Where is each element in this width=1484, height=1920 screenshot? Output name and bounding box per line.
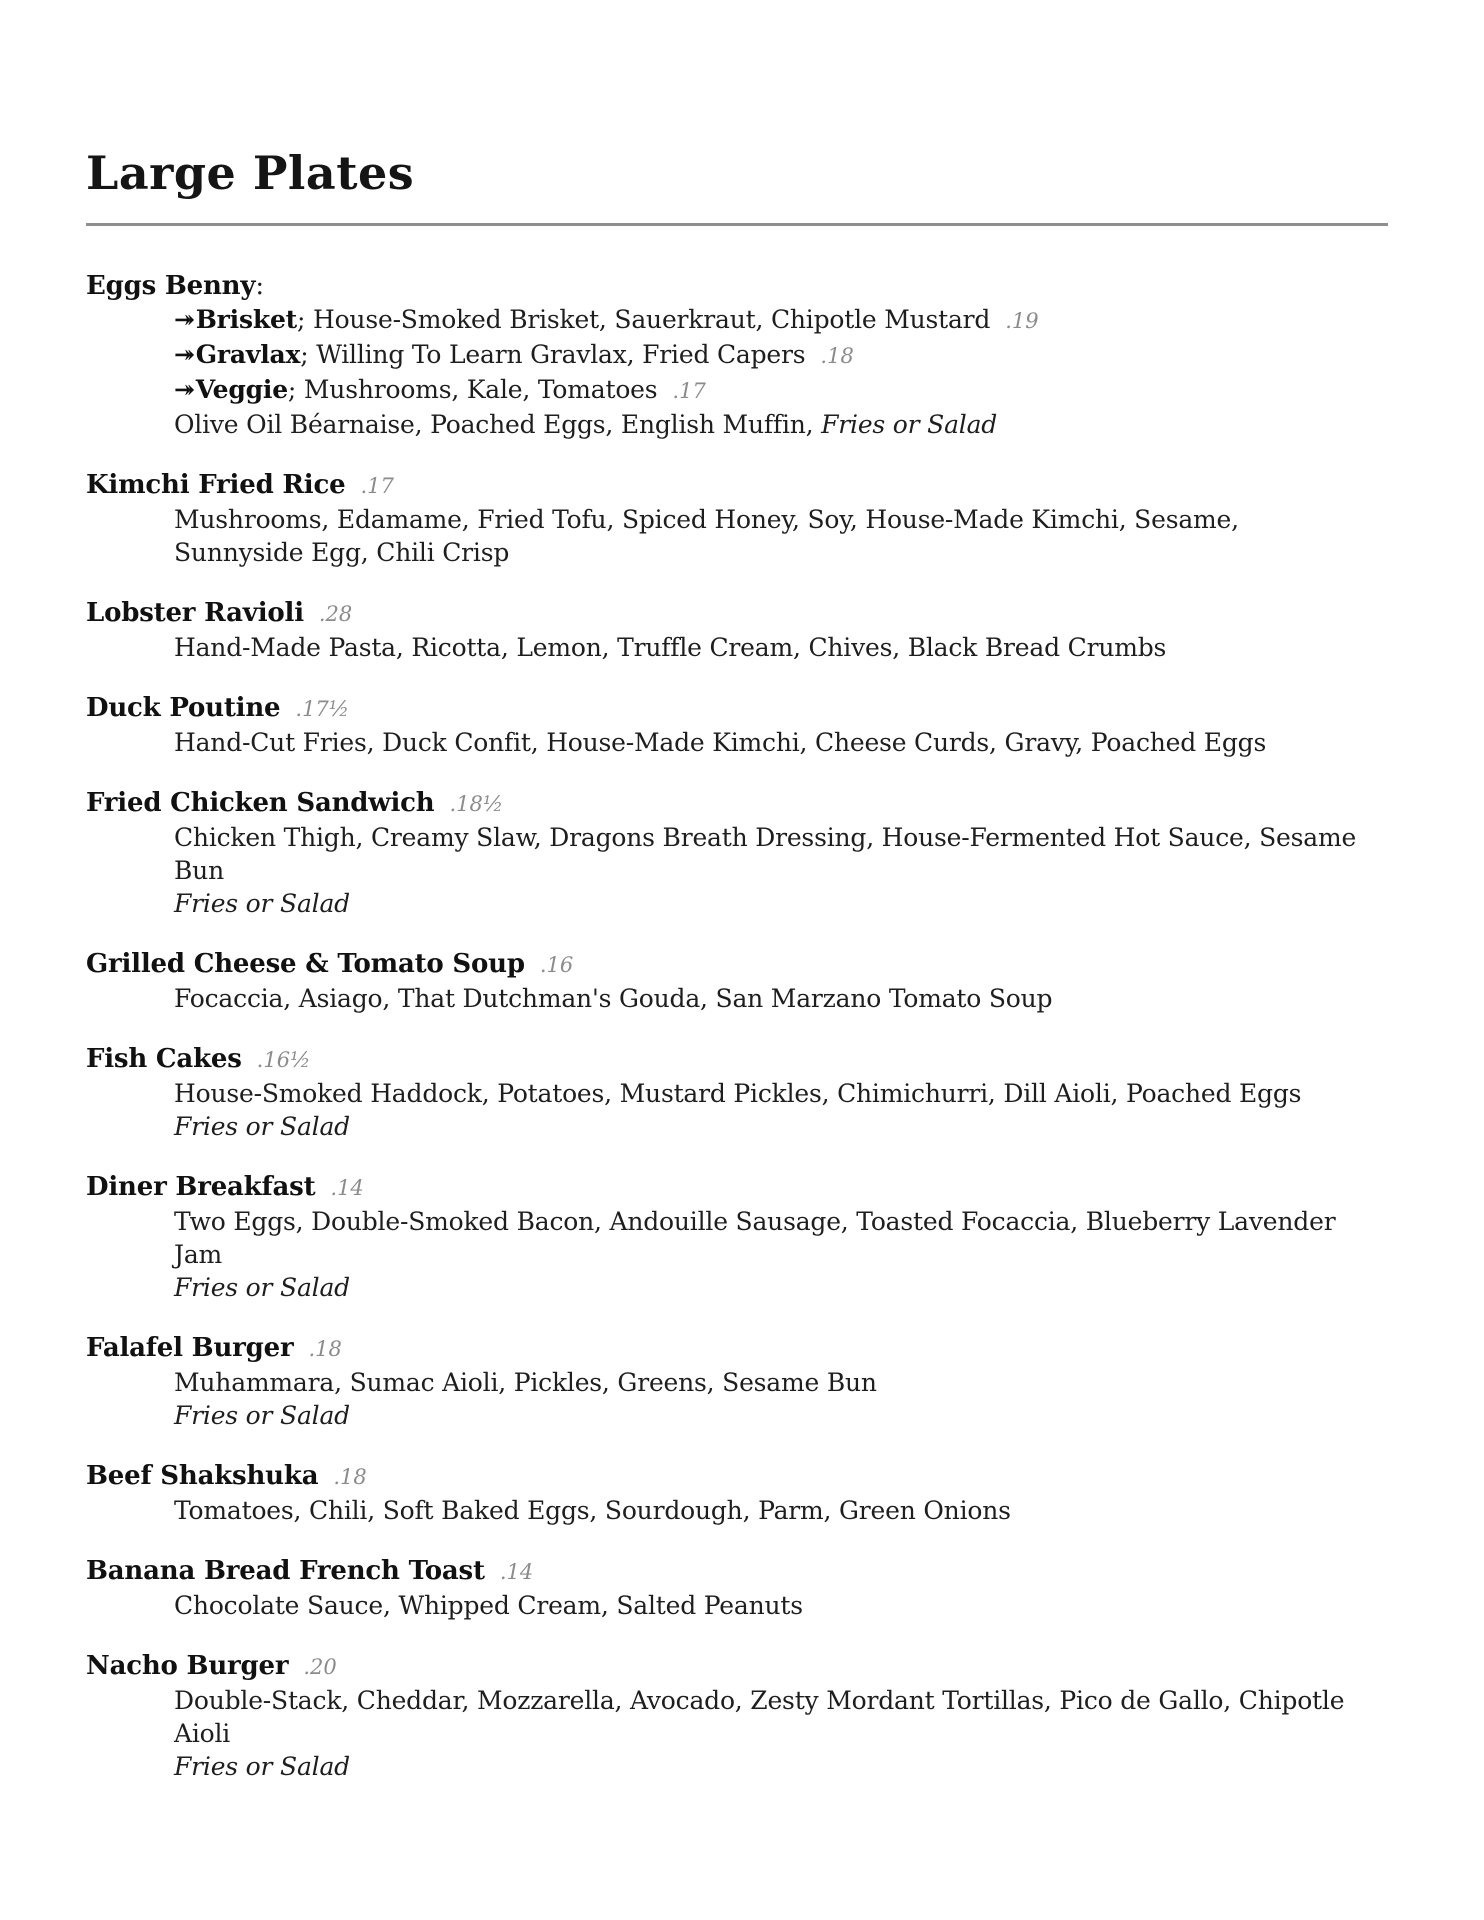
menu-item (86, 1460, 1388, 1527)
variant-separator: ; (300, 339, 317, 369)
item-header (86, 597, 1388, 631)
item-description-line (86, 1750, 1388, 1783)
item-header (86, 1332, 1388, 1366)
arrow-right-icon: ↠ (174, 304, 195, 334)
item-price: .28 (318, 601, 353, 626)
description-text: House-Smoked Haddock, Potatoes, Mustard Pickles, Chimichurri, Dill Aioli, Poached Eggs (174, 1078, 1302, 1108)
menu-item (86, 1555, 1388, 1622)
menu-item (86, 787, 1388, 920)
sides-note: Fries or Salad (821, 409, 998, 439)
item-description-line (86, 1077, 1388, 1110)
arrow-right-icon: ↠ (174, 374, 195, 404)
variant-line (86, 373, 1388, 408)
variant-price: .18 (820, 343, 854, 368)
description-text: Chocolate Sauce, Whipped Cream, Salted Peanuts (174, 1590, 803, 1620)
item-description-line (86, 982, 1388, 1015)
menu-item (86, 1332, 1388, 1432)
menu-item (86, 948, 1388, 1015)
item-header (86, 948, 1388, 982)
item-description-line (86, 536, 1388, 569)
item-name: Grilled Cheese & Tomato Soup (86, 948, 525, 979)
item-name: Diner Breakfast (86, 1171, 316, 1202)
variant-line (86, 338, 1388, 373)
item-header (86, 1650, 1388, 1684)
variant-description: Willing To Learn Gravlax, Fried Capers (316, 339, 806, 369)
item-header (86, 1555, 1388, 1589)
sides-note: Fries or Salad (174, 1272, 350, 1302)
sides-note: Fries or Salad (174, 1400, 350, 1430)
description-text: Mushrooms, Edamame, Fried Tofu, Spiced Honey, Soy, House-Made Kimchi, Sesame, (174, 504, 1239, 534)
description-text: Focaccia, Asiago, That Dutchman's Gouda, San Marzano Tomato Soup (174, 983, 1053, 1013)
item-description-line (86, 887, 1388, 920)
description-text: Hand-Cut Fries, Duck Confit, House-Made Kimchi, Cheese Curds, Gravy, Poached Eggs (174, 727, 1267, 757)
item-description-line (86, 821, 1388, 887)
variant-separator: ; (297, 304, 313, 334)
menu-item (86, 469, 1388, 569)
item-header (86, 1460, 1388, 1494)
item-description-line (86, 1205, 1388, 1271)
menu-list (86, 270, 1388, 1783)
variant-name: Brisket (195, 304, 297, 334)
description-text: Chicken Thigh, Creamy Slaw, Dragons Breath Dressing, House-Fermented Hot Sauce, Sesame Bun (174, 822, 1357, 885)
item-description-line (86, 631, 1388, 664)
description-text: Muhammara, Sumac Aioli, Pickles, Greens, Sesame Bun (174, 1367, 877, 1397)
item-description-line (86, 408, 1388, 441)
item-name: Duck Poutine (86, 692, 281, 723)
item-price: .18 (308, 1336, 342, 1361)
item-header (86, 692, 1388, 726)
menu-item (86, 692, 1388, 759)
item-name: Fish Cakes (86, 1043, 242, 1074)
menu-item (86, 1043, 1388, 1143)
variant-name: Veggie (195, 374, 288, 404)
item-header (86, 469, 1388, 503)
sides-note: Fries or Salad (174, 888, 350, 918)
item-price: .16 (539, 952, 574, 977)
item-description-line (86, 726, 1388, 759)
item-price: .18½ (449, 791, 504, 816)
item-header (86, 1171, 1388, 1205)
variant-name: Gravlax (195, 339, 301, 369)
item-header (86, 787, 1388, 821)
variant-separator: ; (287, 374, 304, 404)
title-divider (86, 223, 1388, 226)
item-name: Kimchi Fried Rice (86, 469, 346, 500)
item-name: Banana Bread French Toast (86, 1555, 485, 1586)
description-text: Olive Oil Béarnaise, Poached Eggs, English Muffin, (174, 409, 822, 439)
menu-item (86, 1650, 1388, 1783)
item-description-line (86, 1366, 1388, 1399)
description-text: Tomatoes, Chili, Soft Baked Eggs, Sourdough, Parm, Green Onions (174, 1495, 1011, 1525)
menu-item (86, 270, 1388, 441)
item-name: Nacho Burger (86, 1650, 289, 1681)
sides-note: Fries or Salad (174, 1111, 350, 1141)
item-description-line (86, 503, 1388, 536)
item-price: .18 (333, 1464, 367, 1489)
item-description-line (86, 1494, 1388, 1527)
item-price: .14 (499, 1559, 534, 1584)
item-header (86, 1043, 1388, 1077)
item-name: Eggs Benny (86, 270, 256, 301)
sides-note: Fries or Salad (174, 1751, 350, 1781)
item-description-line (86, 1110, 1388, 1143)
item-header (86, 270, 1388, 303)
menu-item (86, 1171, 1388, 1304)
page-title: Large Plates (86, 146, 415, 200)
item-description-line (86, 1271, 1388, 1304)
variant-description: Mushrooms, Kale, Tomatoes (303, 374, 658, 404)
description-text: Hand-Made Pasta, Ricotta, Lemon, Truffle Cream, Chives, Black Bread Crumbs (174, 632, 1167, 662)
item-price: .17 (360, 473, 394, 498)
item-name: Falafel Burger (86, 1332, 294, 1363)
item-name: Lobster Ravioli (86, 597, 304, 628)
item-description-line (86, 1684, 1388, 1750)
menu-item (86, 597, 1388, 664)
description-text: Sunnyside Egg, Chili Crisp (174, 537, 510, 567)
item-name: Fried Chicken Sandwich (86, 787, 435, 818)
item-price: .14 (330, 1175, 364, 1200)
item-name-suffix: : (255, 270, 264, 301)
description-text: Double-Stack, Cheddar, Mozzarella, Avocado, Zesty Mordant Tortillas, Pico de Gallo, Chipotle Aioli (174, 1685, 1345, 1748)
item-price: .20 (303, 1654, 337, 1679)
item-name: Beef Shakshuka (86, 1460, 319, 1491)
arrow-right-icon: ↠ (174, 339, 195, 369)
item-description-line (86, 1589, 1388, 1622)
item-price: .16½ (256, 1047, 311, 1072)
variant-price: .19 (1005, 308, 1039, 333)
item-price: .17½ (295, 696, 350, 721)
variant-line (86, 303, 1388, 338)
description-text: Two Eggs, Double-Smoked Bacon, Andouille Sausage, Toasted Focaccia, Blueberry Lavender Jam (174, 1206, 1336, 1269)
item-description-line (86, 1399, 1388, 1432)
variant-price: .17 (672, 378, 706, 403)
variant-description: House-Smoked Brisket, Sauerkraut, Chipotle Mustard (312, 304, 991, 334)
